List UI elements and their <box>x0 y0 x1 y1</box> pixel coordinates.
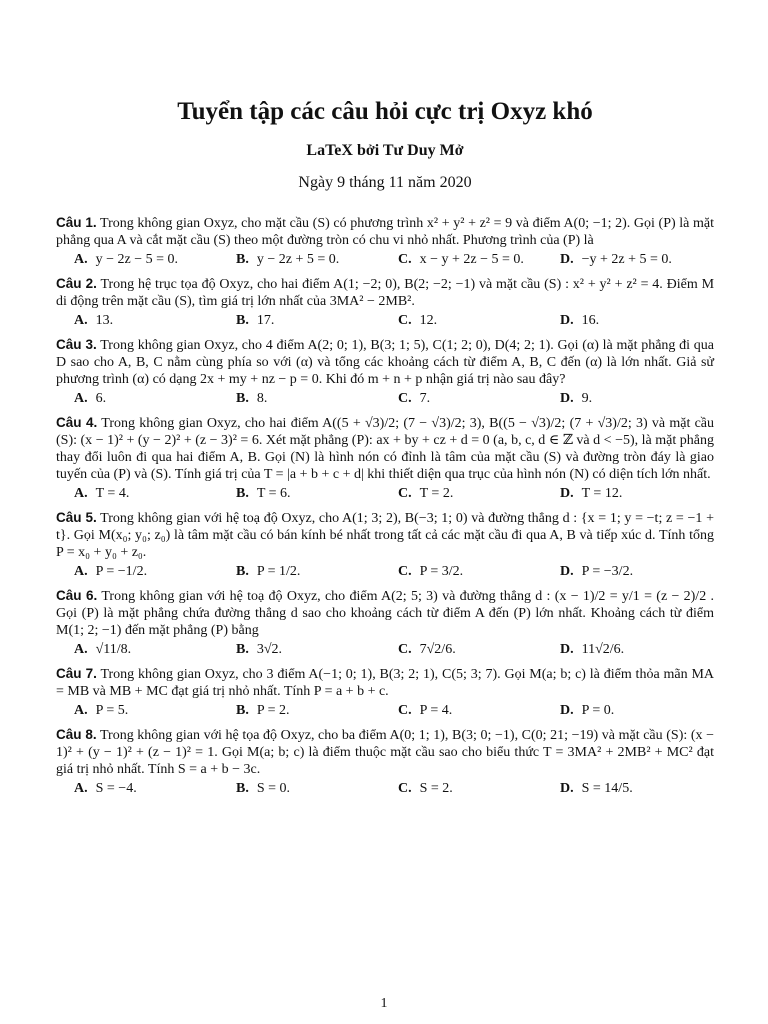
answer-option[interactable] <box>218 641 380 659</box>
question-text: Trong không gian với hệ toạ độ Oxyz, cho A(1; 3; 2), B(−3; 1; 0) và đường thẳng d : {x = 1; y = −t; z = −1 + t}. Gọi M(x₀; y₀; z₀) là tâm mặt cầu có bán kính bé nhất trong tất cả các mặt cầu đi qua A, B và tiếp xúc d. Tính tổng P = x₀ + y₀ + z₀. <box>56 511 714 560</box>
answer-option[interactable] <box>56 390 218 408</box>
answer-option[interactable] <box>542 312 704 330</box>
answer-option[interactable] <box>218 390 380 408</box>
answer-option[interactable] <box>542 251 704 269</box>
option-letter: C. <box>398 486 412 501</box>
question-6 <box>56 587 714 659</box>
option-letter: C. <box>398 252 412 267</box>
option-value: T = 2. <box>419 486 454 501</box>
answer-option[interactable] <box>380 390 542 408</box>
option-value: S = 2. <box>419 781 453 796</box>
option-value: P = 2. <box>256 703 290 718</box>
option-value: 11√2/6. <box>581 642 625 657</box>
option-letter: C. <box>398 642 412 657</box>
answer-option[interactable] <box>218 251 380 269</box>
question-label: Câu 2. <box>56 276 97 291</box>
question-label: Câu 8. <box>56 727 97 742</box>
document-page <box>56 98 714 798</box>
option-value: 8. <box>256 391 268 406</box>
option-letter: A. <box>74 486 88 501</box>
option-letter: B. <box>236 252 249 267</box>
option-letter: A. <box>74 703 88 718</box>
option-value: √11/8. <box>95 642 132 657</box>
option-letter: A. <box>74 391 88 406</box>
question-label: Câu 6. <box>56 588 98 603</box>
option-letter: D. <box>560 486 574 501</box>
question-4 <box>56 414 714 503</box>
answer-option[interactable] <box>56 251 218 269</box>
question-label: Câu 7. <box>56 666 97 681</box>
answer-option[interactable] <box>380 563 542 581</box>
question-text: Trong không gian Oxyz, cho 3 điểm A(−1; 0; 1), B(3; 2; 1), C(5; 3; 7). Gọi M(a; b; c) là điểm thỏa mãn MA = MB và MB + MC đạt giá trị nhỏ nhất. Tính P = a + b + c. <box>56 667 715 699</box>
question-list <box>56 214 714 798</box>
answer-option[interactable] <box>380 485 542 503</box>
option-letter: A. <box>74 781 88 796</box>
option-value: P = 4. <box>419 703 453 718</box>
answer-options <box>56 641 714 659</box>
question-8 <box>56 726 714 798</box>
option-letter: C. <box>398 564 412 579</box>
answer-options <box>56 312 714 330</box>
answer-option[interactable] <box>56 702 218 720</box>
page-number: 1 <box>380 996 388 1011</box>
question-5 <box>56 509 714 581</box>
question-7 <box>56 665 714 720</box>
option-letter: B. <box>236 486 249 501</box>
option-value: S = 14/5. <box>581 781 633 796</box>
option-value: 3√2. <box>256 642 283 657</box>
answer-option[interactable] <box>56 485 218 503</box>
answer-options <box>56 485 714 503</box>
option-letter: D. <box>560 703 574 718</box>
option-value: 7√2/6. <box>419 642 456 657</box>
question-text: Trong không gian với hệ toạ độ Oxyz, cho điểm A(2; 5; 3) và đường thẳng d : (x − 1)/2 = y/1 = (z − 2)/2 . Gọi (P) là mặt phẳng chứa đường thẳng d sao cho khoảng cách từ điểm A đến (P) lớn nhất. Khoảng cách từ điểm M(1; 2; −1) đến mặt phẳng (P) bằng <box>56 589 714 638</box>
option-value: y − 2z + 5 = 0. <box>256 252 340 267</box>
option-value: P = 1/2. <box>256 564 301 579</box>
question-text: Trong không gian Oxyz, cho 4 điểm A(2; 0; 1), B(3; 1; 5), C(1; 2; 0), D(4; 2; 1). Gọi (α) là mặt phẳng đi qua D sao cho A, B, C nằm cùng phía so với (α) và tổng các khoảng cách từ điểm A, B, C đến (α) là lớn nhất. Giả sử phương trình (α) có dạng 2x + my + nz − p = 0. Khi đó m + n + p nhận giá trị nào sau đây? <box>56 338 715 387</box>
answer-option[interactable] <box>218 485 380 503</box>
option-value: S = 0. <box>256 781 291 796</box>
option-value: P = 0. <box>581 703 615 718</box>
answer-option[interactable] <box>218 702 380 720</box>
option-letter: C. <box>398 391 412 406</box>
answer-option[interactable] <box>542 390 704 408</box>
option-letter: D. <box>560 564 574 579</box>
option-letter: D. <box>560 252 574 267</box>
option-letter: A. <box>74 252 88 267</box>
option-letter: C. <box>398 703 412 718</box>
answer-options <box>56 702 714 720</box>
answer-option[interactable] <box>56 641 218 659</box>
answer-option[interactable] <box>542 702 704 720</box>
answer-option[interactable] <box>542 641 704 659</box>
question-label: Câu 1. <box>56 215 97 230</box>
option-letter: B. <box>236 642 249 657</box>
question-1 <box>56 214 714 269</box>
option-value: 9. <box>581 391 593 406</box>
answer-option[interactable] <box>380 780 542 798</box>
answer-options <box>56 251 714 269</box>
answer-option[interactable] <box>218 563 380 581</box>
option-letter: B. <box>236 313 249 328</box>
question-3 <box>56 336 714 408</box>
option-value: P = −3/2. <box>581 564 634 579</box>
question-text: Trong hệ trục tọa độ Oxyz, cho hai điểm A(1; −2; 0), B(2; −2; −1) và mặt cầu (S) : x² + y² + z² = 4. Điểm M di động trên mặt cầu (S), tìm giá trị lớn nhất của 3MA² − 2MB². <box>56 277 715 309</box>
option-value: 7. <box>419 391 431 406</box>
answer-option[interactable] <box>56 312 218 330</box>
answer-option[interactable] <box>380 702 542 720</box>
option-letter: D. <box>560 642 574 657</box>
question-label: Câu 3. <box>56 337 97 352</box>
question-text: Trong không gian Oxyz, cho hai điểm A((5 + √3)/2; (7 − √3)/2; 3), B((5 − √3)/2; (7 + √3)/2; 3) và mặt cầu (S): (x − 1)² + (y − 2)² + (z − 3)² = 6. Xét mặt phẳng (P): ax + by + cz + d = 0 (a, b, c, d ∈ ℤ và d < −5), là mặt phẳng thay đổi luôn đi qua hai điểm A, B. Gọi (N) là hình nón có đỉnh là tâm của mặt cầu (S) và đường tròn đáy là giao tuyến của (P) và (S). Tính giá trị của T = |a + b + c + d| khi thiết diện qua trục của hình nón (N) có diện tích lớn nhất. <box>56 416 715 482</box>
option-letter: D. <box>560 313 574 328</box>
option-value: T = 12. <box>581 486 623 501</box>
question-text: Trong không gian với hệ tọa độ Oxyz, cho ba điểm A(0; 1; 1), B(3; 0; −1), C(0; 21; −19) và mặt cầu (S): (x − 1)² + (y − 1)² + (z − 1)² = 1. Gọi M(a; b; c) là điểm thuộc mặt cầu sao cho biểu thức T = 3MA² + 2MB² + MC² đạt giá trị nhỏ nhất. Tính S = a + b − 3c. <box>56 728 715 777</box>
option-value: 6. <box>95 391 107 406</box>
answer-option[interactable] <box>56 780 218 798</box>
answer-option[interactable] <box>56 563 218 581</box>
option-letter: B. <box>236 391 249 406</box>
answer-option[interactable] <box>380 641 542 659</box>
document-date: Ngày 9 tháng 11 năm 2020 <box>298 174 472 191</box>
option-value: 16. <box>581 313 600 328</box>
answer-option[interactable] <box>380 312 542 330</box>
answer-option[interactable] <box>542 563 704 581</box>
question-text: Trong không gian Oxyz, cho mặt cầu (S) có phương trình x² + y² + z² = 9 và điểm A(0; −1; 2). Gọi (P) là mặt phẳng qua A và cắt mặt cầu (S) theo một đường tròn có chu vi nhỏ nhất. Phương trình của (P) là <box>56 216 714 248</box>
option-value: P = −1/2. <box>95 564 148 579</box>
answer-option[interactable] <box>218 780 380 798</box>
option-value: T = 6. <box>256 486 291 501</box>
document-title: Tuyển tập các câu hỏi cực trị Oxyz khó <box>177 98 593 125</box>
answer-options <box>56 390 714 408</box>
question-label: Câu 5. <box>56 510 97 525</box>
option-letter: B. <box>236 781 249 796</box>
option-letter: A. <box>74 564 88 579</box>
option-letter: B. <box>236 564 249 579</box>
answer-option[interactable] <box>218 312 380 330</box>
question-2 <box>56 275 714 330</box>
option-letter: C. <box>398 781 412 796</box>
question-label: Câu 4. <box>56 415 98 430</box>
option-value: 17. <box>256 313 275 328</box>
option-letter: D. <box>560 781 574 796</box>
option-value: T = 4. <box>95 486 130 501</box>
author-line: LaTeX bởi Tư Duy Mở <box>306 142 464 159</box>
option-value: 13. <box>95 313 114 328</box>
answer-option[interactable] <box>380 251 542 269</box>
answer-option[interactable] <box>542 485 704 503</box>
option-letter: D. <box>560 391 574 406</box>
option-value: y − 2z − 5 = 0. <box>95 252 179 267</box>
option-value: −y + 2z + 5 = 0. <box>581 252 672 267</box>
answer-option[interactable] <box>542 780 704 798</box>
option-letter: A. <box>74 642 88 657</box>
answer-options <box>56 780 714 798</box>
option-value: 12. <box>419 313 438 328</box>
option-letter: B. <box>236 703 249 718</box>
option-letter: A. <box>74 313 88 328</box>
option-value: P = 3/2. <box>419 564 464 579</box>
option-letter: C. <box>398 313 412 328</box>
option-value: P = 5. <box>95 703 129 718</box>
option-value: S = −4. <box>95 781 137 796</box>
option-value: x − y + 2z − 5 = 0. <box>419 252 524 267</box>
answer-options <box>56 563 714 581</box>
